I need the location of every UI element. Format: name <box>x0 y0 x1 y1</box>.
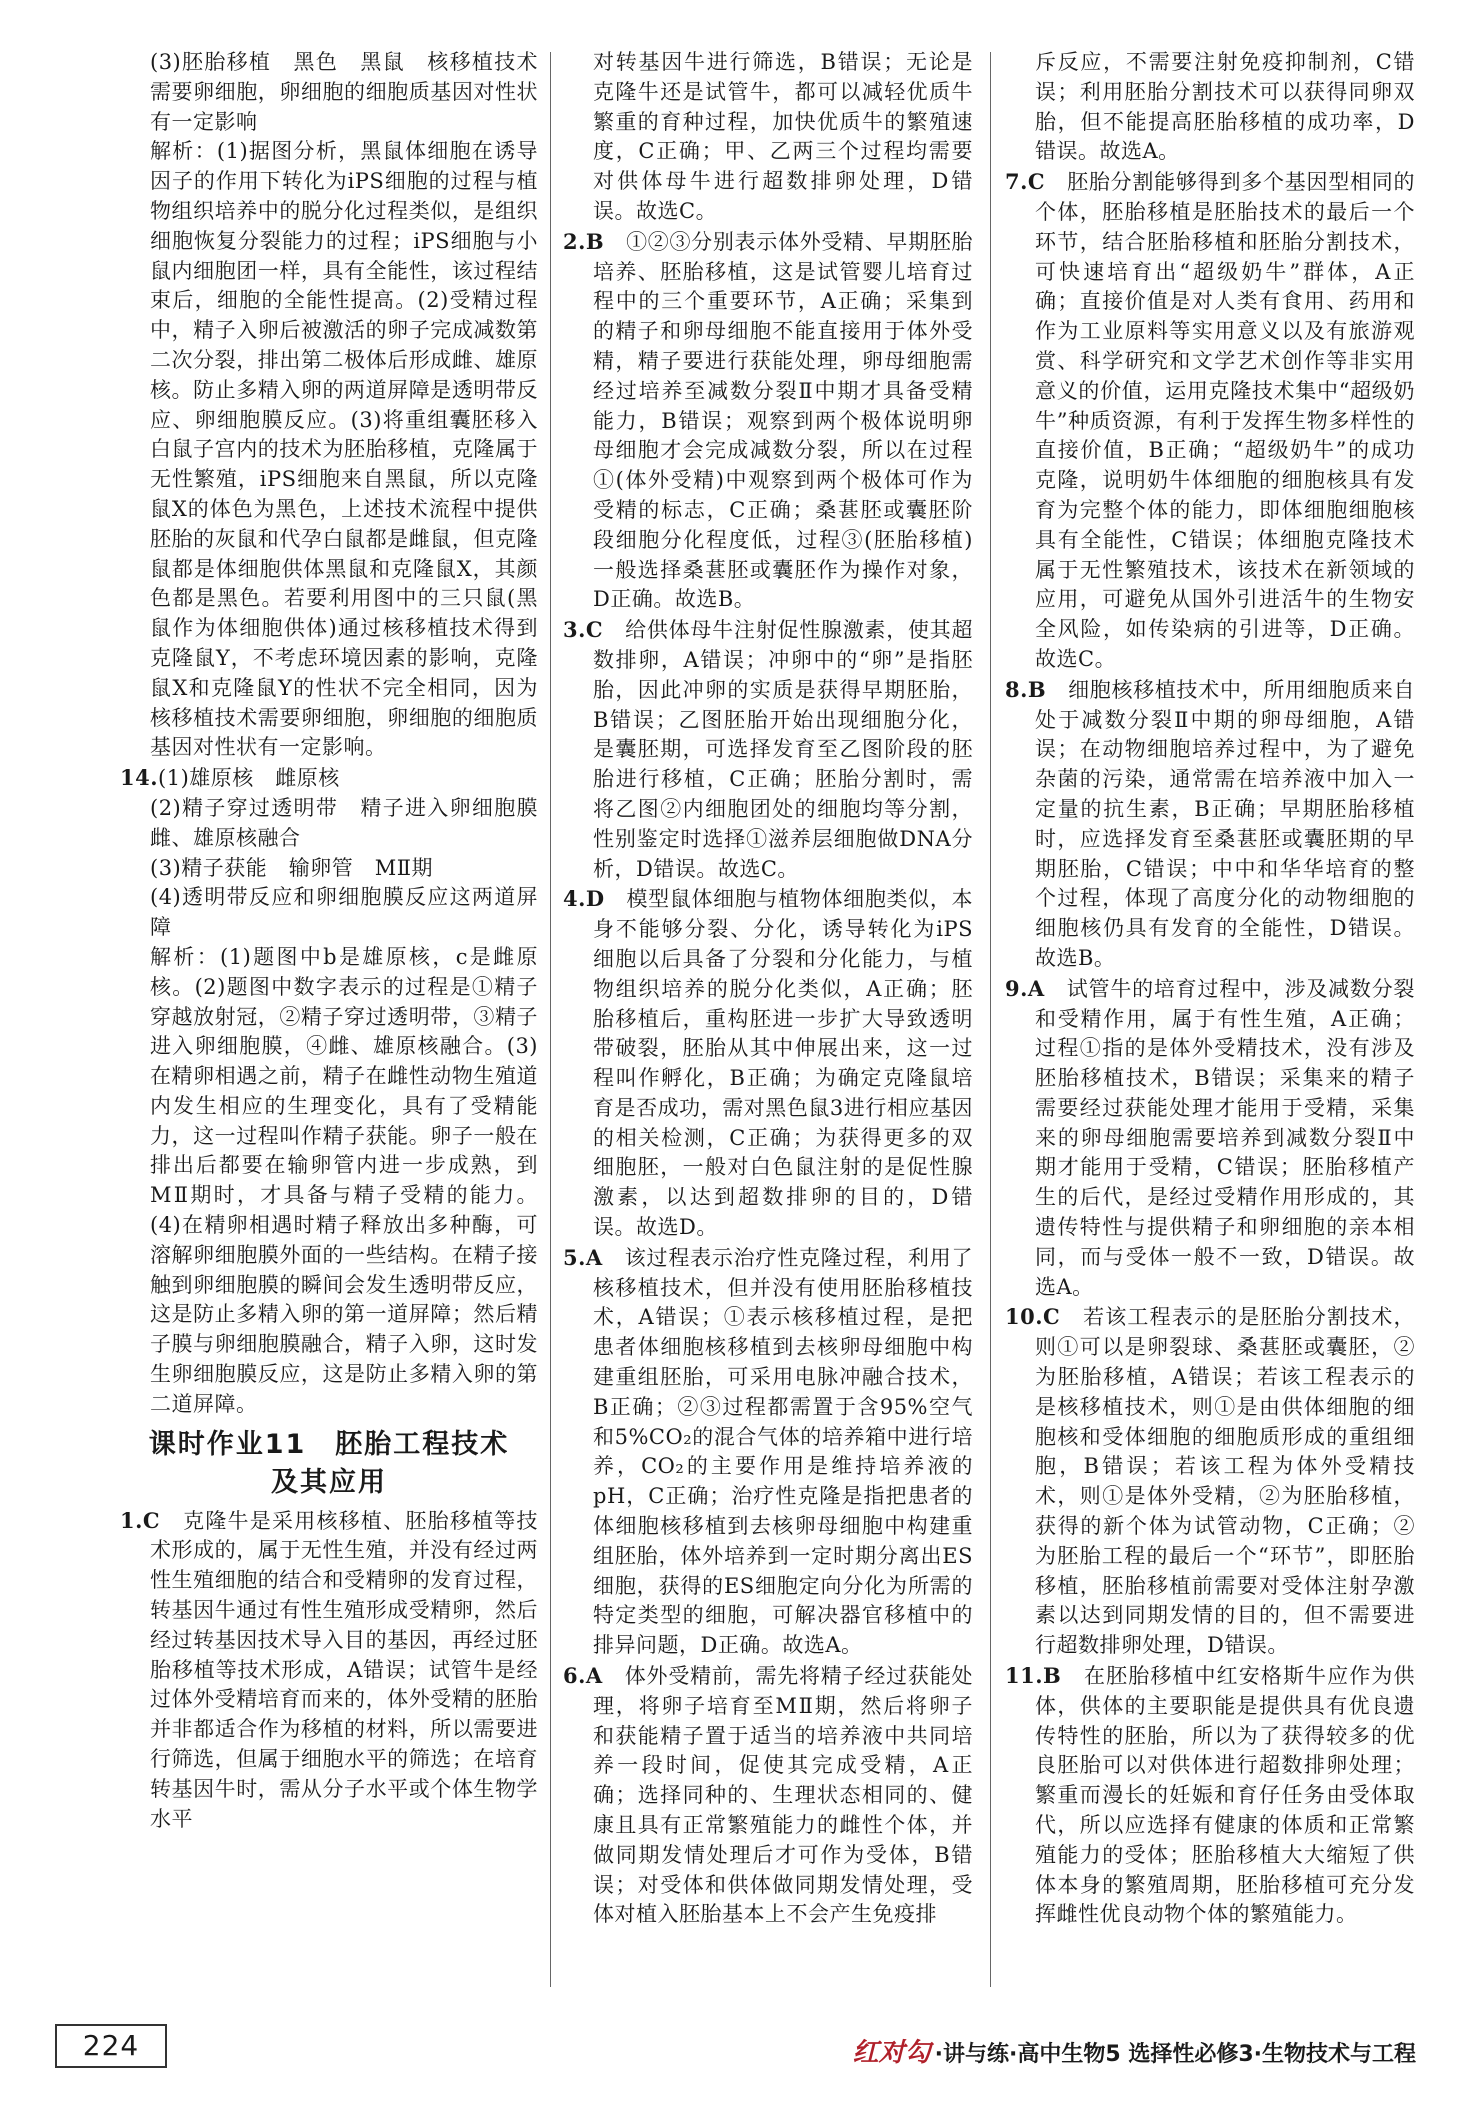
column-divider-1 <box>550 52 551 1987</box>
brand-logo: 红对勾 <box>852 2038 931 2068</box>
answer-7-number: 7.C <box>1005 169 1046 195</box>
answer-8-number: 8.B <box>1005 676 1047 702</box>
answer-14-3: (3)精子获能 输卵管 MⅡ期 <box>150 855 434 880</box>
answer-item-11 <box>1005 1661 1415 1930</box>
answer-4-number: 4.D <box>563 886 605 912</box>
book-series <box>853 2032 1416 2069</box>
answer-9-number: 9.A <box>1005 975 1045 1001</box>
answer-item-2 <box>563 227 973 615</box>
answer-item-8 <box>1005 675 1415 974</box>
answer-13-3: (3)胚胎移植 黑色 黑鼠 核移植技术需要卵细胞，卵细胞的细胞质基因对性状有一定影响 <box>150 50 538 134</box>
answer-item-10 <box>1005 1302 1415 1661</box>
answer-item-6 <box>563 1661 973 1930</box>
section-heading-line2: 及其应用 <box>271 1466 387 1498</box>
answer-14-2: (2)精子穿过透明带 精子进入卵细胞膜 雌、雄原核融合 <box>150 795 560 850</box>
answer-6-text: 体外受精前，需先将精子经过获能处理，将卵子培育至MⅡ期，然后将卵子和获能精子置于适当的培养液中共同培养一段时间，促使其完成受精，A正确；选择同种的、生理状态相同的、健康且具有正常繁殖能力的雌性个体，并做同期发情处理后才可作为受体，B错误；对受体和供体做同期发情处理，受体对植入胚胎基本上不会产生免疫排 <box>593 1664 973 1927</box>
answer-1-text: 克隆牛是采用核移植、胚胎移植等技术形成的，属于无性生殖，并没有经过两性生殖细胞的结合和受精卵的发育过程，转基因牛通过有性生殖形成受精卵，然后经过转基因技术导入目的基因，再经过胚胎移植等技术形成，A错误；试管牛是经过体外受精培育而来的，体外受精的胚胎并非都适合作为移植的材料，所以需要进行筛选，但属于细胞水平的筛选；在培育转基因牛时，需从分子水平或个体生物学水平 <box>150 1508 538 1831</box>
explanation-14: 解析：(1)题图中b是雄原核，c是雌原核。(2)题图中数字表示的过程是①精子穿越放射冠，②精子穿过透明带，③精子进入卵细胞膜，④雌、雄原核融合。(3)在精卵相遇之前，精子在雌性动物生殖道内发生相应的生理变化，具有了受精能力，这一过程叫作精子获能。卵子一般在排出后都要在输卵管内进一步成熟，到MⅡ期时，才具备与精子受精的能力。(4)在精卵相遇时精子释放出多种酶，可溶解卵细胞膜外面的一些结构。在精子接触到卵细胞膜的瞬间会发生透明带反应，这是防止多精入卵的第一道屏障；然后精子膜与卵细胞膜融合，精子入卵，这时发生卵细胞膜反应，这是防止多精入卵的第二道屏障。 <box>150 944 538 1416</box>
answer-2-text: ①②③分别表示体外受精、早期胚胎培养、胚胎移植，这是试管婴儿培育过程中的三个重要环节，A正确；采集到的精子和卵母细胞不能直接用于体外受精，精子要进行获能处理，卵母细胞需经过培养至减数分裂Ⅱ中期才具备受精能力，B错误；观察到两个极体说明卵母细胞才会完成减数分裂，所以在过程①(体外受精)中观察到两个极体可作为受精的标志，C正确；桑葚胚或囊胚阶段细胞分化程度低，过程③(胚胎移植)一般选择桑葚胚或囊胚作为操作对象，D正确。故选B。 <box>593 229 973 612</box>
answer-1-continued: 对转基因牛进行筛选，B错误；无论是克隆牛还是试管牛，都可以减轻优质牛繁重的育种过程，加快优质牛的繁殖速度，C正确；甲、乙两三个过程均需要对供体母牛进行超数排卵处理，D错误。故选C。 <box>593 50 973 223</box>
answer-item-4 <box>563 884 973 1243</box>
answer-7-text: 胚胎分割能够得到多个基因型相同的个体，胚胎移植是胚胎技术的最后一个环节，结合胚胎移植和胚胎分割技术，可快速培育出“超级奶牛”群体，A正确；直接价值是对人类有食用、药用和作为工业原料等实用意义以及有旅游观赏、科学研究和文学艺术创作等非实用意义的价值，运用克隆技术集中“超级奶牛”种质资源，有利于发挥生物多样性的直接价值，B正确；“超级奶牛”的成功克隆，说明奶牛体细胞的细胞核具有发育为完整个体的能力，即体细胞细胞核具有全能性，C错误；体细胞克隆技术属于无性繁殖技术，该技术在新领域的应用，可避免从国外引进活牛的生物安全风险，如传染病的引进等，D正确。故选C。 <box>1035 170 1415 671</box>
answer-4-text: 模型鼠体细胞与植物体细胞类似，本身不能够分裂、分化，诱导转化为iPS细胞以后具备了分裂和分化能力，与植物组织培养的脱分化类似，A正确；胚胎移植后，重构胚进一步扩大导致透明带破裂，胚胎从其中伸展出来，这一过程叫作孵化，B正确；为确定克隆鼠培育是否成功，需对黑色鼠3进行相应基因的相关检测，C正确；为获得更多的双细胞胚，一般对白色鼠注射的是促性腺激素，以达到超数排卵的目的，D错误。故选D。 <box>593 887 973 1240</box>
section-heading <box>120 1426 538 1502</box>
answer-3-text: 给供体母牛注射促性腺激素，使其超数排卵，A错误；冲卵中的“卵”是指胚胎，因此冲卵的实质是获得早期胚胎，B错误；乙图胚胎开始出现细胞分化，是囊胚期，可选择发育至乙图阶段的胚胎进行移植，C正确；胚胎分割时，需将乙图②内细胞团处的细胞均等分割，性别鉴定时选择①滋养层细胞做DNA分析，D错误。故选C。 <box>593 618 973 881</box>
answer-3-number: 3.C <box>563 617 604 643</box>
answer-10-text: 若该工程表示的是胚胎分割技术，则①可以是卵裂球、桑葚胚或囊胚，②为胚胎移植，A错误；若该工程表示的是核移植技术，则①是由供体细胞的细胞核和受体细胞的细胞质形成的重组细胞，B错误；若该工程为体外受精技术，则①是体外受精，②为胚胎移植，获得的新个体为试管动物，C正确；②为胚胎工程的最后一个“环节”，即胚胎移植，胚胎移植前需要对受体注射孕激素以达到同期发情的目的，但不需要进行超数排卵处理，D错误。 <box>1035 1305 1415 1658</box>
answer-5-number: 5.A <box>563 1244 603 1270</box>
column-middle <box>563 48 973 1993</box>
answer-item-5 <box>563 1243 973 1661</box>
answer-item-9 <box>1005 974 1415 1303</box>
answer-item-1 <box>120 1506 538 1835</box>
answer-11-number: 11.B <box>1005 1663 1062 1689</box>
answer-2-number: 2.B <box>563 228 605 254</box>
column-divider-2 <box>990 52 991 1987</box>
question-14 <box>120 763 538 794</box>
column-left <box>120 48 560 1993</box>
answer-10-number: 10.C <box>1005 1304 1061 1330</box>
answer-9-text: 试管牛的培育过程中，涉及减数分裂和受精作用，属于有性生殖，A正确；过程①指的是体外受精技术，没有涉及胚胎移植技术，B错误；采集来的精子需要经过获能处理才能用于受精，采集来的卵母细胞需要培养到减数分裂Ⅱ中期才能用于受精，C错误；胚胎移植产生的后代，是经过受精作用形成的，其遗传特性与提供精子和卵细胞的亲本相同，而与受体一般不一致，D错误。故选A。 <box>1035 976 1415 1299</box>
page-number: 224 <box>55 2024 167 2068</box>
answer-8-text: 细胞核移植技术中，所用细胞质来自处于减数分裂Ⅱ中期的卵母细胞，A错误；在动物细胞培养过程中，为了避免杂菌的污染，通常需在培养液中加入一定量的抗生素，B正确；早期胚胎移植时，应选择发育至桑葚胚或囊胚期的早期胚胎，C错误；中中和华华培育的整个过程，体现了高度分化的动物细胞的细胞核仍具有发育的全能性，D错误。故选B。 <box>1035 677 1415 970</box>
answer-14-4: (4)透明带反应和卵细胞膜反应这两道屏障 <box>150 885 538 940</box>
answer-1-number: 1.C <box>120 1507 161 1533</box>
answer-6-number: 6.A <box>563 1663 603 1689</box>
answer-14-1: (1)雄原核 雌原核 <box>158 766 340 791</box>
answer-11-text: 在胚胎移植中红安格斯牛应作为供体，供体的主要职能是提供具有优良遗传特性的胚胎，所以为了获得较多的优良胚胎可以对供体进行超数排卵处理；繁重而漫长的妊娠和育仔任务由受体取代，所以应选择有健康的体质和正常繁殖能力的受体；胚胎移植大大缩短了供体本身的繁殖周期，胚胎移植可充分发挥雌性优良动物个体的繁殖能力。 <box>1035 1664 1415 1927</box>
answer-5-text: 该过程表示治疗性克隆过程，利用了核移植技术，但并没有使用胚胎移植技术，A错误；①表示核移植过程，是把患者体细胞核移植到去核卵母细胞中构建重组胚胎，可采用电脉冲融合技术，B正确；②③过程都需置于含95%空气和5%CO₂的混合气体的培养箱中进行培养，CO₂的主要作用是维持培养液的pH，C正确；治疗性克隆是指把患者的体细胞核移植到去核卵母细胞中构建重组胚胎，体外培养到一定时期分离出ES细胞，获得的ES细胞定向分化为所需的特定类型的细胞，可解决器官移植中的排异问题，D正确。故选A。 <box>593 1245 973 1658</box>
section-heading-line1: 课时作业11 胚胎工程技术 <box>148 1428 510 1460</box>
question-14-number: 14. <box>120 765 159 791</box>
answer-6-continued: 斥反应，不需要注射免疫抑制剂，C错误；利用胚胎分割技术可以获得同卵双胎，但不能提高胚胎移植的成功率，D错误。故选A。 <box>1035 50 1415 164</box>
answer-item-7 <box>1005 167 1415 675</box>
column-right <box>1005 48 1415 1993</box>
page-footer <box>0 2010 1464 2080</box>
explanation-13: 解析：(1)据图分析，黑鼠体细胞在诱导因子的作用下转化为iPS细胞的过程与植物组织培养中的脱分化过程类似，是组织细胞恢复分裂能力的过程；iPS细胞与小鼠内细胞团一样，具有全能性，该过程结束后，细胞的全能性提高。(2)受精过程中，精子入卵后被激活的卵子完成减数第二次分裂，排出第二极体后形成雌、雄原核。防止多精入卵的两道屏障是透明带反应、卵细胞膜反应。(3)将重组囊胚移入白鼠子宫内的技术为胚胎移植，克隆属于无性繁殖，iPS细胞来自黑鼠，所以克隆鼠X的体色为黑色，上述技术流程中提供胚胎的灰鼠和代孕白鼠都是雌鼠，但克隆鼠都是体细胞供体黑鼠和克隆鼠X，其颜色都是黑色。若要利用图中的三只鼠(黑鼠作为体细胞供体)通过核移植技术得到克隆鼠Y，不考虑环境因素的影响，克隆鼠X和克隆鼠Y的性状不完全相同，因为核移植技术需要卵细胞，卵细胞的细胞质基因对性状有一定影响。 <box>150 139 538 760</box>
series-title: ·讲与练·高中生物5 选择性必修3·生物技术与工程 <box>934 2042 1416 2067</box>
answer-item-3 <box>563 615 973 884</box>
